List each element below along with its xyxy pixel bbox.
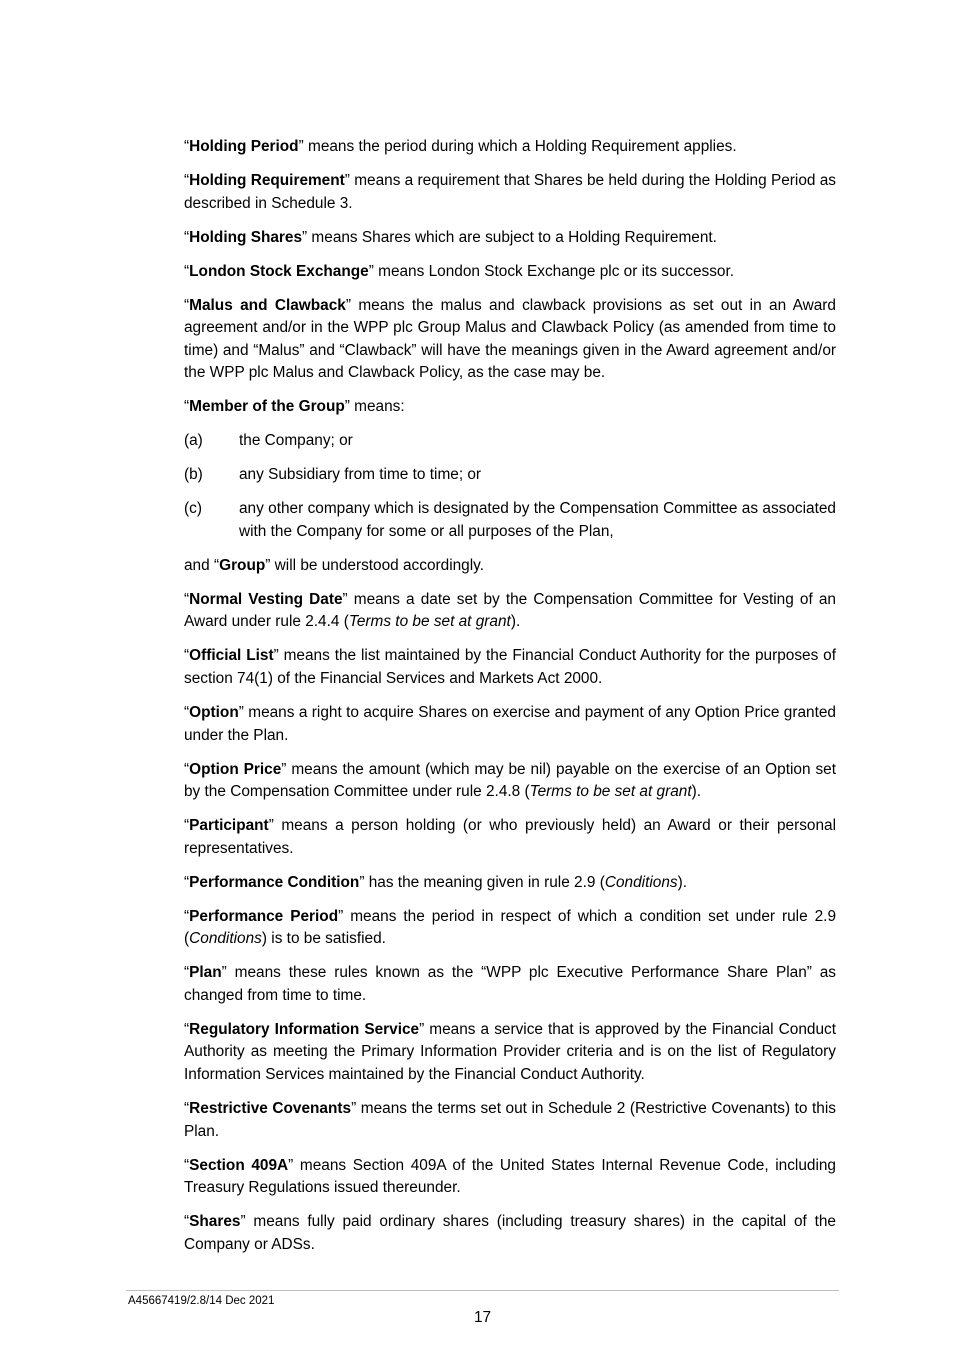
definition-plan: “Plan” means these rules known as the “WPP plc Executive Performance Share Plan” as changed from time to time.: [184, 964, 836, 1004]
defined-term: Group: [219, 556, 266, 574]
defined-term: Performance Period: [189, 907, 339, 925]
definition-member-of-the-group: “Member of the Group” means:: [184, 398, 405, 416]
cross-reference: Conditions: [604, 873, 678, 891]
list-item-text: any Subsidiary from time to time; or: [239, 466, 482, 484]
footer-divider: [126, 1290, 839, 1291]
definition-participant: “Participant” means a person holding (or who previously held) an Award or their personal representatives.: [184, 817, 836, 857]
document-reference: A45667419/2.8/14 Dec 2021: [128, 1295, 275, 1307]
defined-term: Shares: [189, 1213, 241, 1231]
defined-term: Regulatory Information Service: [189, 1020, 420, 1038]
defined-term: Holding Period: [189, 138, 299, 155]
page-body: [184, 136, 836, 1268]
definition-shares: “Shares” means fully paid ordinary shares (including treasury shares) in the capital of the Company or ADSs.: [184, 1213, 836, 1253]
defined-term: Member of the Group: [189, 398, 345, 416]
defined-term: Holding Shares: [189, 228, 303, 246]
defined-term: Official List: [189, 647, 274, 665]
definition-option-price: “Option Price” means the amount (which may be nil) payable on the exercise of an Option set by the Compensation Committee under rule 2.4.8 (Terms to be set at grant).: [184, 760, 836, 801]
cross-reference: Terms to be set at grant: [529, 783, 692, 801]
list-marker: (a): [184, 432, 203, 450]
definition-official-list: “Official List” means the list maintained by the Financial Conduct Authority for the purposes of section 74(1) of the Financial Services and Markets Act 2000.: [184, 647, 836, 687]
defined-term: Malus and Clawback: [189, 296, 346, 314]
definition-holding-shares: “Holding Shares” means Shares which are subject to a Holding Requirement.: [184, 228, 717, 246]
defined-term: Restrictive Covenants: [189, 1100, 352, 1118]
list-item-text: any other company which is designated by the Compensation Committee as associated with the Company for some or all purposes of the Plan,: [239, 500, 836, 540]
definition-normal-vesting-date: “Normal Vesting Date” means a date set by the Compensation Committee for Vesting of an Award under rule 2.4.4 (Terms to be set at grant).: [184, 590, 836, 631]
definition-malus-and-clawback: “Malus and Clawback” means the malus and clawback provisions as set out in an Award agreement and/or in the WPP plc Group Malus and Clawback Policy (as amended from time to time) and “Malus” and “Clawback” will have the meanings given in the Award agreement and/or the WPP plc Malus and Clawback Policy, as the case may be.: [184, 296, 836, 382]
definition-performance-period: “Performance Period” means the period in respect of which a condition set under rule 2.9 (Conditions) is to be satisfied.: [184, 907, 837, 948]
defined-term: Performance Condition: [189, 873, 360, 891]
cross-reference: Conditions: [189, 930, 262, 948]
definition-holding-requirement: “Holding Requirement” means a requirement that Shares be held during the Holding Period as described in Schedule 3.: [184, 171, 836, 212]
definition-holding-period: “Holding Period” means the period during which a Holding Requirement applies.: [184, 138, 737, 155]
list-item-text: the Company; or: [239, 432, 353, 450]
cross-reference: Terms to be set at grant: [348, 613, 511, 631]
defined-term: Participant: [189, 817, 269, 835]
definition-london-stock-exchange: “London Stock Exchange” means London Stock Exchange plc or its successor.: [184, 262, 735, 280]
defined-term: Normal Vesting Date: [189, 590, 343, 608]
defined-term: Option: [189, 703, 239, 721]
definition-group: and “Group” will be understood accordingly.: [184, 556, 484, 574]
list-item: [184, 498, 836, 543]
definition-regulatory-information-service: “Regulatory Information Service” means a service that is approved by the Financial Conduct Authority as meeting the Primary Information Provider criteria and is on the list of Regulatory Information Services maintained by the Financial Conduct Authority.: [184, 1020, 836, 1084]
definition-performance-condition: “Performance Condition” has the meaning given in rule 2.9 (Conditions).: [184, 873, 687, 891]
definition-option: “Option” means a right to acquire Shares on exercise and payment of any Option Price granted under the Plan.: [184, 703, 836, 744]
page-number: 17: [473, 1309, 492, 1326]
definition-restrictive-covenants: “Restrictive Covenants” means the terms set out in Schedule 2 (Restrictive Covenants) to this Plan.: [184, 1100, 836, 1140]
list-marker: (b): [184, 466, 203, 484]
defined-term: Section 409A: [189, 1156, 289, 1174]
list-marker: (c): [184, 500, 202, 518]
defined-term: Option Price: [189, 760, 282, 778]
list-item: [184, 464, 836, 487]
defined-term: London Stock Exchange: [189, 262, 369, 280]
defined-term: Holding Requirement: [189, 171, 345, 189]
defined-term: Plan: [189, 964, 222, 982]
definition-section-409a: “Section 409A” means Section 409A of the United States Internal Revenue Code, including Treasury Regulations issued thereunder.: [184, 1156, 836, 1197]
list-item: [184, 430, 836, 453]
